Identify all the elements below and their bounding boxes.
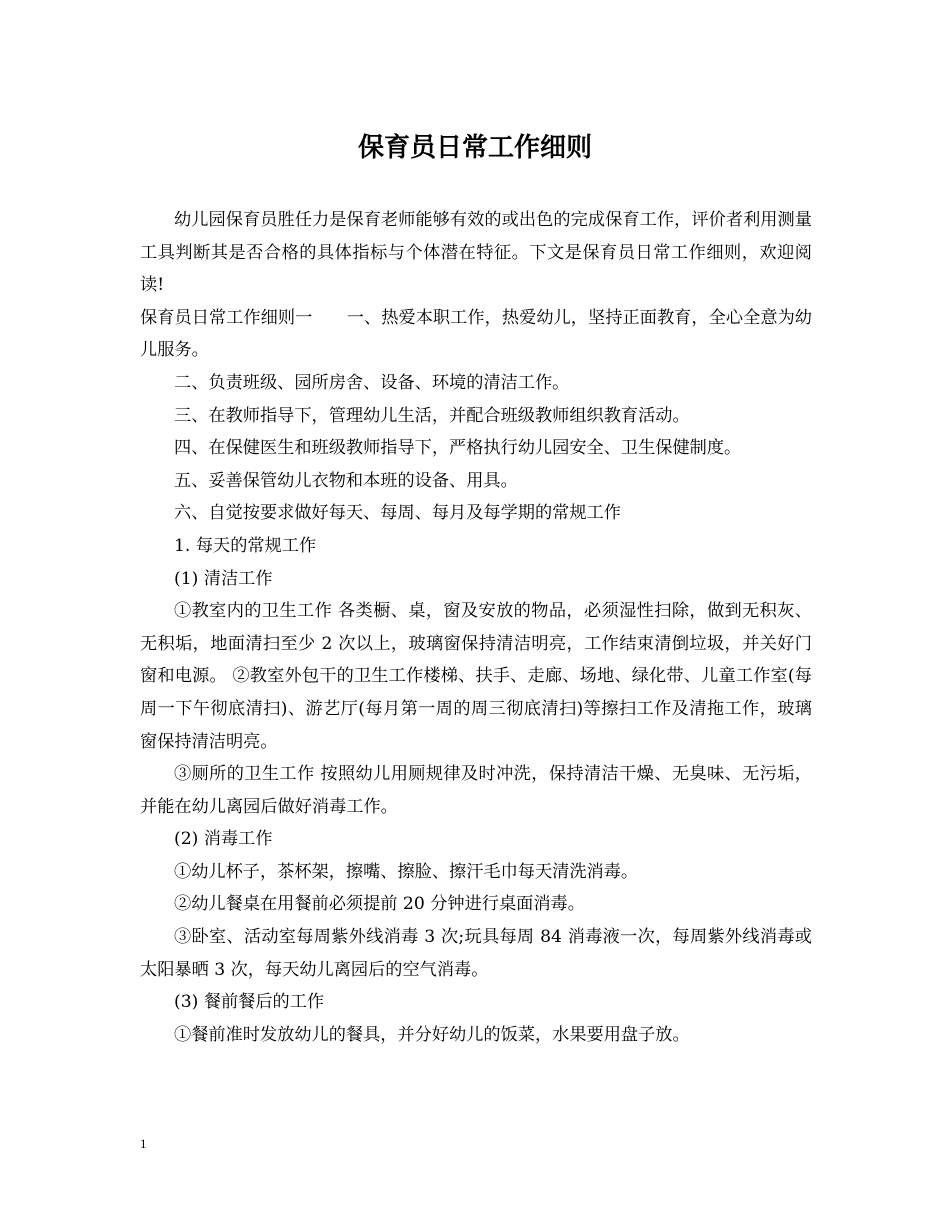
- page-number: 1: [140, 1136, 147, 1151]
- document-title: 保育员日常工作细则: [357, 133, 592, 163]
- paragraph-cleaning-toilet: ③厕所的卫生工作 按照幼儿用厕规律及时冲洗，保持清洁干燥、无臭味、无污垢，并能在幼儿离园后做好消毒工作。: [140, 764, 812, 817]
- paragraph-disinfection-cups: ①幼儿杯子，茶杯架，擦嘴、擦脸、擦汗毛巾每天清洗消毒。: [174, 861, 639, 882]
- paragraph-cleaning-heading: (1) 清洁工作: [174, 568, 273, 589]
- paragraph-daily-heading: 1. 每天的常规工作: [174, 535, 317, 556]
- document-body: [140, 204, 812, 1051]
- paragraph-rule-4: 四、在保健医生和班级教师指导下，严格执行幼儿园安全、卫生保健制度。: [174, 438, 742, 459]
- paragraph-rule-1: 保育员日常工作细则一 一、热爱本职工作，热爱幼儿，坚持正面教育，全心全意为幼儿服务。: [140, 307, 812, 361]
- paragraph-disinfection-tables: ②幼儿餐桌在用餐前必须提前 20 分钟进行桌面消毒。: [174, 894, 585, 915]
- paragraph-meal-before: ①餐前准时发放幼儿的餐具，并分好幼儿的饭菜，水果要用盘子放。: [174, 1024, 690, 1045]
- paragraph-rule-5: 五、妥善保管幼儿衣物和本班的设备、用具。: [174, 470, 518, 491]
- paragraph-rule-3: 三、在教师指导下，管理幼儿生活，并配合班级教师组织教育活动。: [174, 405, 690, 426]
- paragraph-rule-2: 二、负责班级、园所房舍、设备、环境的清洁工作。: [174, 372, 570, 393]
- paragraph-disinfection-rooms: ③卧室、活动室每周紫外线消毒 3 次;玩具每周 84 消毒液一次，每周紫外线消毒或太阳暴晒 3 次，每天幼儿离园后的空气消毒。: [140, 927, 812, 980]
- paragraph-rule-6: 六、自觉按要求做好每天、每周、每月及每学期的常规工作: [174, 503, 621, 524]
- paragraph-meal-heading: (3) 餐前餐后的工作: [174, 992, 325, 1013]
- paragraph-cleaning-indoor: ①教室内的卫生工作 各类橱、桌，窗及安放的物品，必须湿性扫除，做到无积灰、无积垢，地面清扫至少 2 次以上，玻璃窗保持清洁明亮，工作结束清倒垃圾，并关好门窗和电源。 ②教室外包干的卫生工作楼梯、扶手、走廊、场地、绿化带、儿童工作室(每周一下午彻底清扫)、游艺厅(每月第一周的周三彻底清扫)等擦扫工作及清拖工作，玻璃窗保持清洁明亮。: [140, 601, 812, 752]
- paragraph-disinfection-heading: (2) 消毒工作: [174, 829, 273, 850]
- paragraph-intro: 幼儿园保育员胜任力是保育老师能够有效的或出色的完成保育工作，评价者利用测量工具判断其是否合格的具体指标与个体潜在特征。下文是保育员日常工作细则，欢迎阅读!: [140, 210, 812, 296]
